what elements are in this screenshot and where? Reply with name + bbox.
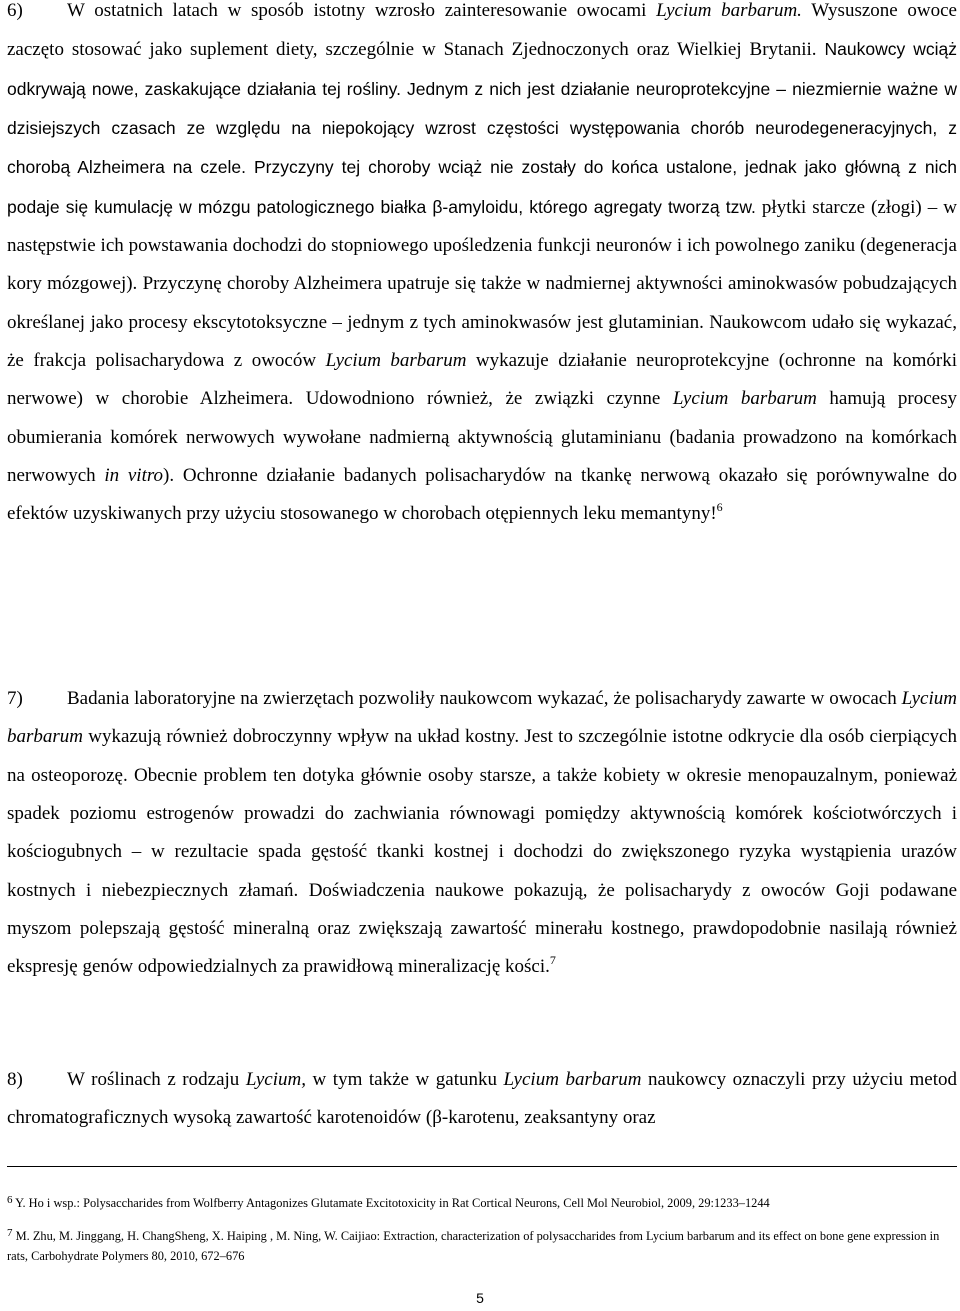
footnote-7 <box>7 1226 957 1266</box>
item-number: 8) <box>7 1069 23 1090</box>
text-run: w tym także w gatunku <box>305 1069 504 1090</box>
paragraph-8 <box>7 1061 957 1138</box>
item-number: 6) <box>7 0 23 21</box>
page-number: 5 <box>476 1290 484 1306</box>
footnote-ref: 6 <box>716 500 723 515</box>
footnote-text: M. Zhu, M. Jinggang, H. ChangSheng, X. Haiping , M. Ning, W. Caijiao: Extraction, characterization of polysaccharides from Lycium barbarum and its effect on bone gene expression in rats, Carbohydrate Polymers 80, 2010, 672–676 <box>7 1229 940 1263</box>
text-run-sans: Naukowcy wciąż odkrywają nowe, zaskakujące działania tej rośliny. Jednym z nich jest działanie neuroprotekcyjne – niezmiernie ważne w dzisiejszych czasach ze względu na niepokojący wzrost częstości występowania chorób neurodegeneracyjnych, z chorobą Alzheimera na czele. Przyczyny tej choroby wciąż nie zostały do końca ustalone, jednak jako główną z nich podaje się kumulację w mózgu patologicznego białka β-amyloidu, którego agregaty tworzą tzw. <box>7 39 957 217</box>
text-run: wykazuje działanie neuroprotekcyjne (ochronne na komórki nerwowe) w chorobie Alzheimera. Udowodniono również, że związki czynne <box>7 350 957 410</box>
text-run: Badania laboratoryjne na zwierzętach pozwoliły naukowcom wykazać, że polisacharydy zawarte w owocach <box>67 688 902 709</box>
paragraph-7 <box>7 680 957 987</box>
footnote-number: 7 <box>7 1227 13 1239</box>
paragraph-6 <box>7 0 957 534</box>
italic-run: Lycium barbarum <box>672 388 817 410</box>
italic-run: Lycium barbarum. <box>656 0 802 21</box>
text-run: płytki starcze (złogi) – w następstwie ich powstawania dochodzi do stopniowego upośledzenia funkcji neuronów i ich powolnego zaniku (degeneracja kory mózgowej). Przyczynę choroby Alzheimera upatruje się także w nadmiernej aktywności aminokwasów pobudzających określanej jako procesy ekscytotoksyczne – jednym z tych aminokwasów jest glutaminian. Naukowcom udało się wykazać, że frakcja polisacharydowa z owoców <box>7 196 957 372</box>
footnote-ref: 7 <box>549 953 556 968</box>
item-number: 7) <box>7 688 23 709</box>
footnote-text: Y. Ho i wsp.: Polysaccharides from Wolfberry Antagonizes Glutamate Excitotoxicity in Rat Cortical Neurons, Cell Mol Neurobiol, 2009, 29:1233–1244 <box>15 1196 770 1210</box>
italic-run: Lycium barbarum <box>503 1069 642 1090</box>
text-run: Wysuszone owoce zaczęto stosować jako suplement diety, szczególnie w Stanach Zjednoczonych oraz Wielkiej Brytanii. <box>7 0 957 61</box>
italic-run: Lycium barbarum <box>325 350 467 372</box>
italic-run: in vitro <box>104 465 164 487</box>
text-run: ). Ochronne działanie badanych polisacharydów na tkankę nerwową okazało się porównywalne do efektów uzyskiwanych przy użyciu stosowanego w chorobach otępiennych leku memantyny! <box>7 465 957 525</box>
footnote-6 <box>7 1193 957 1213</box>
italic-run: Lycium, <box>245 1069 306 1090</box>
text-run: wykazują również dobroczynny wpływ na układ kostny. Jest to szczególnie istotne odkrycie dla osób cierpiących na osteoporozę. Obecnie problem ten dotyka głównie osoby starsze, a także kobiety w okresie menopauzalnym, ponieważ spadek poziomu estrogenów prowadzi do zachwiania równowagi pomiędzy aktywnością komórek kościotwórczych i kościogubnych – w rezultacie spada gęstość tkanki kostnej i dochodzi do zwiększonego ryzyka wystąpienia urazów kostnych i niebezpiecznych złamań. Doświadczenia naukowe pokazują, że polisacharydy z owoców Goji podawane myszom polepszają gęstość mineralną oraz zwiększają zawartość minerału kostnego, prawdopodobnie nasilają również ekspresję genów odpowiedzialnych za prawidłową mineralizację kości. <box>7 726 957 978</box>
footnote-separator <box>7 1166 957 1167</box>
footnote-number: 6 <box>7 1194 13 1206</box>
text-run: hamują procesy obumierania komórek nerwowych wywołane nadmierną aktywnością glutaminianu (badania prowadzono na komórkach nerwowych <box>7 388 957 487</box>
text-run: naukowcy oznaczyli przy użyciu metod chromatograficznych wysoką zawartość karotenoidów (β-karotenu, zeaksantyny oraz <box>7 1069 957 1129</box>
italic-run: Lycium barbarum <box>7 688 957 748</box>
text-run: W ostatnich latach w sposób istotny wzrosło zainteresowanie owocami <box>67 0 657 21</box>
text-run: W roślinach z rodzaju <box>67 1069 246 1090</box>
